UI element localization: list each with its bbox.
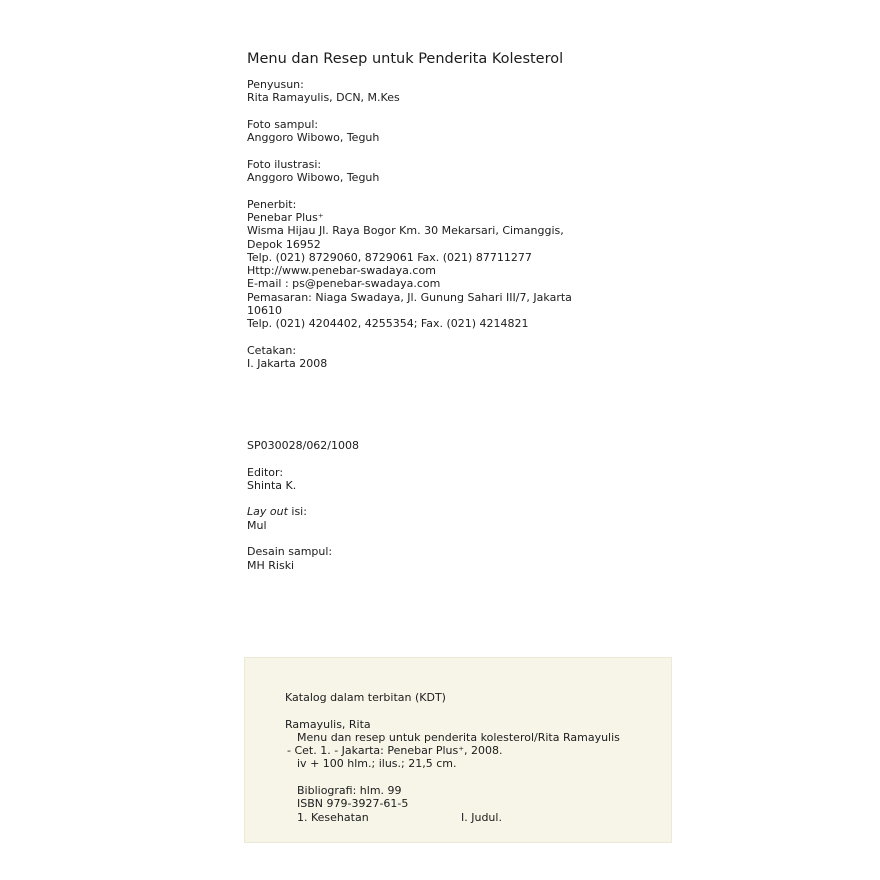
kdt-edition-line: - Cet. 1. - Jakarta: Penebar Plus⁺, 2008. xyxy=(287,744,503,758)
foto-sampul-value: Anggoro Wibowo, Teguh xyxy=(247,131,380,145)
kdt-heading: Katalog dalam terbitan (KDT) xyxy=(285,691,446,704)
penyusun-value: Rita Ramayulis, DCN, M.Kes xyxy=(247,91,400,105)
foto-sampul-label: Foto sampul: xyxy=(247,117,319,131)
layout-value: Mul xyxy=(247,518,267,532)
desain-block xyxy=(247,545,687,572)
foto-ilustrasi-label: Foto ilustrasi: xyxy=(247,157,322,171)
kdt-title-line: Menu dan resep untuk penderita kolesterol/Rita Ramayulis xyxy=(297,730,620,744)
penerbit-block xyxy=(247,198,687,331)
penerbit-website: Http://www.penebar-swadaya.com xyxy=(247,264,436,278)
foto-ilustrasi-block xyxy=(247,158,687,185)
kdt-subjects xyxy=(285,811,620,824)
penerbit-email: E-mail : ps@penebar-swadaya.com xyxy=(247,277,441,291)
penerbit-line: Penebar Plus⁺ xyxy=(247,210,324,224)
penerbit-line: Depok 16952 xyxy=(247,237,321,251)
cetakan-label: Cetakan: xyxy=(247,343,297,357)
desain-value: MH Riski xyxy=(247,558,295,572)
editor-label: Editor: xyxy=(247,465,284,479)
code-block xyxy=(247,439,687,452)
penerbit-line: Pemasaran: Niaga Swadaya, Jl. Gunung Sahari III/7, Jakarta xyxy=(247,290,572,304)
publication-code: SP030028/062/1008 xyxy=(247,439,360,452)
foto-sampul-block xyxy=(247,118,687,145)
kdt-bibliografi: Bibliografi: hlm. 99 xyxy=(297,784,402,798)
penyusun-label: Penyusun: xyxy=(247,78,304,91)
layout-block xyxy=(247,505,687,532)
layout-label-rest: isi: xyxy=(287,505,307,519)
imprint-upper xyxy=(247,50,687,384)
cetakan-value: I. Jakarta 2008 xyxy=(247,357,328,371)
kdt-author: Ramayulis, Rita xyxy=(285,717,371,731)
kdt-physical-line: iv + 100 hlm.; ilus.; 21,5 cm. xyxy=(297,757,457,771)
layout-label-italic: Lay out xyxy=(247,505,288,519)
cetakan-block xyxy=(247,344,687,371)
penerbit-line: Telp. (021) 8729060, 8729061 Fax. (021) 87711277 xyxy=(247,250,532,264)
desain-label: Desain sampul: xyxy=(247,545,333,559)
kdt-box xyxy=(244,657,672,843)
editor-block xyxy=(247,466,687,493)
kdt-subject: I. Judul. xyxy=(461,810,502,824)
penerbit-label: Penerbit: xyxy=(247,197,297,211)
kdt-isbn: ISBN 979-3927-61-5 xyxy=(297,797,409,811)
penerbit-line: 10610 xyxy=(247,304,282,318)
penyusun-block xyxy=(247,78,687,105)
penerbit-line: Telp. (021) 4204402, 4255354; Fax. (021) 4214821 xyxy=(247,317,529,331)
kdt-content xyxy=(285,691,620,824)
foto-ilustrasi-value: Anggoro Wibowo, Teguh xyxy=(247,171,380,185)
layout-label xyxy=(247,505,687,518)
kdt-subject: 1. Kesehatan xyxy=(297,810,369,824)
editor-value: Shinta K. xyxy=(247,478,297,492)
penerbit-line: Wisma Hijau Jl. Raya Bogor Km. 30 Mekarsari, Cimanggis, xyxy=(247,224,564,238)
imprint-lower xyxy=(247,439,687,585)
book-title: Menu dan Resep untuk Penderita Kolesterol xyxy=(247,51,564,67)
